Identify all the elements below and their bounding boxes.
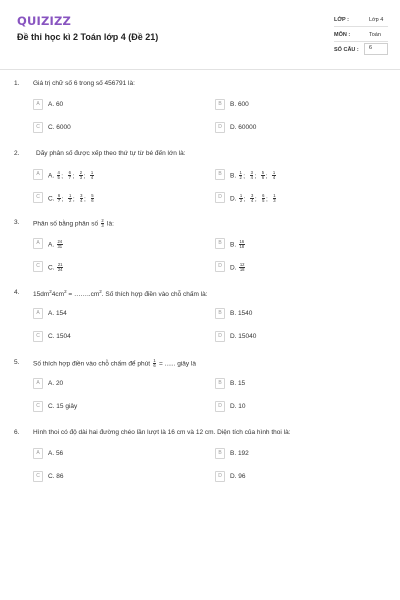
fraction bbox=[239, 240, 245, 250]
fraction-denominator: 18 bbox=[239, 267, 245, 273]
fraction-denominator: 3 bbox=[273, 198, 276, 204]
question-text bbox=[33, 289, 208, 298]
fraction-denominator: 31 bbox=[57, 244, 63, 250]
fraction-numerator: 2 bbox=[101, 218, 104, 223]
option-letter-box: B bbox=[215, 448, 225, 459]
option-letter-box: B bbox=[215, 308, 225, 319]
fraction-denominator: 4 bbox=[80, 198, 83, 204]
fraction-numerator: 1 bbox=[90, 170, 94, 175]
option-letter-box: B bbox=[215, 378, 225, 389]
option-letter-box: A bbox=[33, 378, 43, 389]
fraction bbox=[273, 194, 276, 204]
question-text bbox=[33, 359, 196, 369]
option-letter-box: A bbox=[33, 308, 43, 319]
fraction bbox=[262, 194, 265, 204]
fraction-numerator: 2 bbox=[79, 170, 83, 175]
option-prefix: C. bbox=[48, 264, 57, 272]
option-letter-box: D bbox=[215, 401, 225, 412]
option-letter-box: A bbox=[33, 238, 43, 249]
fraction-denominator: 3 bbox=[79, 175, 83, 181]
meta-class-value: Lớp 4 bbox=[369, 17, 384, 23]
option-letter-box: B bbox=[215, 169, 225, 180]
fraction-denominator: 4 bbox=[90, 175, 94, 181]
fraction-separator: ; bbox=[72, 195, 75, 203]
fraction-numerator: 3 bbox=[80, 193, 83, 198]
question-text bbox=[33, 219, 114, 229]
fraction-numerator: 1 bbox=[68, 193, 72, 198]
option-prefix: D. bbox=[230, 264, 239, 272]
fraction bbox=[68, 194, 71, 204]
fraction-numerator: 4 bbox=[57, 170, 60, 175]
meta-count-value: 6 bbox=[369, 45, 373, 51]
option-text: A. 60 bbox=[48, 101, 64, 108]
option-text bbox=[48, 194, 95, 204]
option-text: C. 6000 bbox=[48, 124, 71, 131]
option-prefix: B. bbox=[230, 241, 238, 249]
option-prefix: B. bbox=[230, 172, 238, 180]
option-letter-box: A bbox=[33, 99, 43, 110]
fraction bbox=[239, 171, 242, 181]
fraction-numerator: 6 bbox=[68, 170, 71, 175]
question-text: Dãy phân số được xếp theo thứ tự từ bé đến lớn là: bbox=[36, 150, 186, 157]
fraction-numerator: 1 bbox=[239, 193, 243, 198]
question-number: 4. bbox=[14, 289, 20, 296]
question-fraction bbox=[153, 359, 156, 369]
option-text: D. 96 bbox=[230, 473, 246, 480]
option-text bbox=[230, 240, 246, 250]
fraction bbox=[239, 194, 242, 204]
fraction-numerator: 1 bbox=[239, 170, 242, 175]
question-text-part: Số thích hợp điền vào chỗ chấm để phút bbox=[33, 360, 151, 368]
question-number: 3. bbox=[14, 219, 20, 226]
option-text: D. 15040 bbox=[230, 333, 257, 340]
fraction bbox=[272, 171, 275, 181]
fraction bbox=[239, 263, 245, 273]
fraction-denominator: 4 bbox=[250, 175, 253, 181]
question-number: 6. bbox=[14, 429, 20, 436]
fraction bbox=[250, 171, 253, 181]
fraction-denominator: 2 bbox=[68, 198, 72, 204]
question-number: 1. bbox=[14, 80, 20, 87]
fraction-separator: ; bbox=[265, 195, 268, 203]
option-text bbox=[230, 194, 277, 204]
question-text: Giá trị chữ số 6 trong số 456791 là: bbox=[33, 80, 135, 87]
fraction-numerator: 5 bbox=[261, 170, 265, 175]
fraction-numerator: 1 bbox=[272, 170, 276, 175]
fraction-numerator: 6 bbox=[57, 193, 61, 198]
option-text: C. 1504 bbox=[48, 333, 71, 340]
fraction-separator: ; bbox=[254, 172, 257, 180]
meta-count-label: SỐ CÂU : bbox=[334, 47, 359, 53]
option-prefix: C. bbox=[48, 195, 57, 203]
question-text-part: . Số thích hợp điền vào chỗ chấm là: bbox=[101, 291, 208, 299]
fraction-denominator: 24 bbox=[57, 267, 63, 273]
meta-divider bbox=[334, 26, 388, 27]
option-letter-box: D bbox=[215, 331, 225, 342]
fraction-numerator: 1 bbox=[153, 358, 156, 363]
option-text: B. 1540 bbox=[230, 310, 253, 317]
option-text: C. 15 giây bbox=[48, 403, 78, 410]
question-text-part: Phân số bằng phân số bbox=[33, 220, 99, 228]
fraction-denominator: 2 bbox=[239, 175, 242, 181]
fraction-numerator: 3 bbox=[250, 170, 253, 175]
fraction-separator: ; bbox=[243, 172, 246, 180]
option-text: D. 60000 bbox=[230, 124, 257, 131]
option-text bbox=[48, 240, 64, 250]
option-letter-box: C bbox=[33, 261, 43, 272]
option-prefix: D. bbox=[230, 195, 239, 203]
option-text: B. 600 bbox=[230, 101, 249, 108]
fraction-separator: ; bbox=[243, 195, 246, 203]
fraction-separator: ; bbox=[83, 172, 86, 180]
option-text: A. 20 bbox=[48, 380, 64, 387]
fraction-denominator: 4 bbox=[250, 198, 254, 204]
fraction-separator: ; bbox=[61, 195, 64, 203]
fraction-numerator: 1 bbox=[273, 193, 276, 198]
fraction-denominator: 6 bbox=[261, 175, 265, 181]
fraction-denominator: 6 bbox=[153, 363, 156, 369]
option-text: D. 10 bbox=[230, 403, 246, 410]
option-letter-box: B bbox=[215, 99, 225, 110]
option-text bbox=[230, 263, 246, 273]
option-text: B. 15 bbox=[230, 380, 246, 387]
page-title: Đề thi học kì 2 Toán lớp 4 (Đề 21) bbox=[17, 32, 159, 42]
fraction-denominator: 5 bbox=[262, 198, 265, 204]
fraction-separator: ; bbox=[265, 172, 268, 180]
fraction-denominator: 6 bbox=[91, 198, 94, 204]
fraction-numerator: 16 bbox=[239, 239, 245, 244]
fraction-denominator: 18 bbox=[239, 244, 245, 250]
fraction bbox=[90, 171, 93, 181]
meta-divider bbox=[334, 41, 388, 42]
option-letter-box: C bbox=[33, 331, 43, 342]
option-letter-box: D bbox=[215, 471, 225, 482]
option-text bbox=[48, 263, 64, 273]
fraction bbox=[261, 171, 264, 181]
worksheet-header bbox=[0, 0, 400, 70]
question-text: Hình thoi có độ dài hai đường chéo lần lượt là 16 cm và 12 cm. Diện tích của hình thoi là: bbox=[33, 429, 291, 436]
fraction-denominator: 3 bbox=[101, 223, 104, 229]
question-text-part: = ……..cm bbox=[66, 291, 100, 299]
superscript: 2 bbox=[64, 289, 67, 294]
quizizz-logo: QUIZIZZ bbox=[17, 14, 72, 28]
fraction-separator: ; bbox=[61, 172, 64, 180]
meta-subject-value: Toán bbox=[369, 32, 381, 38]
meta-class-label: LỚP : bbox=[334, 17, 349, 23]
option-text: A. 56 bbox=[48, 450, 64, 457]
question-text-part: 4cm bbox=[51, 291, 65, 299]
superscript: 2 bbox=[99, 289, 102, 294]
option-letter-box: B bbox=[215, 238, 225, 249]
fraction-denominator: 7 bbox=[57, 198, 61, 204]
meta-subject-label: MÔN : bbox=[334, 32, 351, 38]
fraction-separator: ; bbox=[254, 195, 257, 203]
question-text-part: = ...... giây là bbox=[158, 360, 197, 368]
fraction bbox=[57, 240, 63, 250]
fraction-denominator: 4 bbox=[272, 175, 276, 181]
question-text-part: là: bbox=[107, 220, 114, 228]
fraction-numerator: 21 bbox=[57, 262, 63, 267]
option-text: A. 154 bbox=[48, 310, 67, 317]
fraction bbox=[80, 194, 83, 204]
fraction bbox=[57, 194, 60, 204]
option-letter-box: A bbox=[33, 169, 43, 180]
fraction-numerator: 6 bbox=[262, 193, 265, 198]
option-letter-box: C bbox=[33, 122, 43, 133]
option-letter-box: C bbox=[33, 192, 43, 203]
fraction-denominator: 7 bbox=[68, 175, 71, 181]
fraction bbox=[91, 194, 94, 204]
fraction-denominator: 5 bbox=[57, 175, 60, 181]
superscript: 2 bbox=[49, 289, 52, 294]
option-text: C. 86 bbox=[48, 473, 64, 480]
fraction bbox=[250, 194, 253, 204]
option-text bbox=[230, 171, 277, 181]
fraction bbox=[57, 263, 63, 273]
option-letter-box: D bbox=[215, 261, 225, 272]
fraction-numerator: 3 bbox=[250, 193, 254, 198]
fraction-numerator: 12 bbox=[239, 262, 245, 267]
option-letter-box: C bbox=[33, 401, 43, 412]
option-letter-box: C bbox=[33, 471, 43, 482]
fraction-separator: ; bbox=[83, 195, 86, 203]
meta-count-box bbox=[364, 43, 388, 55]
option-prefix: A. bbox=[48, 241, 56, 249]
question-number: 2. bbox=[14, 150, 20, 157]
question-number: 5. bbox=[14, 359, 20, 366]
question-text-part: 15dm bbox=[33, 291, 50, 299]
fraction-numerator: 24 bbox=[57, 239, 63, 244]
fraction bbox=[57, 171, 60, 181]
fraction bbox=[79, 171, 82, 181]
option-text: B. 192 bbox=[230, 450, 249, 457]
fraction bbox=[68, 171, 71, 181]
option-letter-box: D bbox=[215, 122, 225, 133]
option-letter-box: D bbox=[215, 192, 225, 203]
option-text bbox=[48, 171, 95, 181]
fraction-separator: ; bbox=[72, 172, 75, 180]
option-letter-box: A bbox=[33, 448, 43, 459]
fraction-denominator: 2 bbox=[239, 198, 243, 204]
question-fraction bbox=[101, 219, 104, 229]
option-prefix: A. bbox=[48, 172, 56, 180]
fraction-numerator: 5 bbox=[91, 193, 94, 198]
